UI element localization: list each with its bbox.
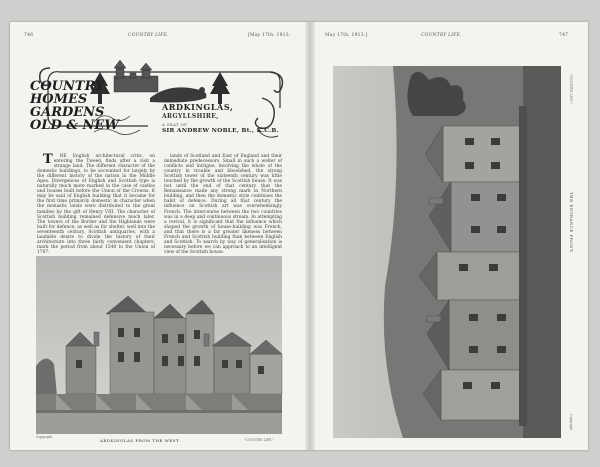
photo-source-right: "COUNTRY LIFE." bbox=[569, 74, 573, 104]
ardkinglas-west-photo bbox=[36, 256, 282, 434]
article-author: SIR ANDREW NOBLE, Bt., K.C.B. bbox=[162, 128, 279, 134]
column-1-text: HE English architectural critic, on entering the Tweed, finds after a visit a strange land. The different character of the domestic buildings, to be accounted for largely by the different history of the nation in the Middle Ages. Divergences of English and Scottish type is naturally much more marked in the case of castles and houses built before the Union of the Crowns. It may be said of English building that it became for the first time primarily domestic in character when the monastic lands were distributed to the great families by the gift of Henry VIII. The character of Scottish building remained defensive much later. The towers of the Border and the Highlands were built for defence, as well as for shelter, well into the seventeenth century. Scottish antiquaries, with a laudable desire to divide the history of their architecture into three fairly convenient chapters, mark the period from about 1540 to the Union of 1707. bbox=[37, 154, 155, 255]
article-location: ARGYLLSHIRE, bbox=[162, 113, 219, 120]
photo-credit-right: Copyright bbox=[569, 414, 573, 431]
magazine-spread bbox=[10, 22, 588, 450]
house-entrance-view-image bbox=[333, 66, 561, 438]
article-title: ARDKINGLAS, bbox=[162, 102, 234, 112]
article-column-2 bbox=[164, 154, 282, 255]
running-title-right: COUNTRY LIFE. bbox=[421, 33, 462, 38]
photo-credit-left: Copyright bbox=[36, 435, 53, 439]
page-number-left: 746 bbox=[24, 33, 34, 38]
article-byline-prefix: A SEAT OF bbox=[162, 122, 188, 127]
entrance-front-photo bbox=[333, 66, 561, 438]
issue-date-left: [May 17th, 1913. bbox=[248, 33, 291, 38]
masthead-old-new: OLD & NEW bbox=[30, 118, 119, 133]
column-2-text: lands of Scotland and East of England and their immediate predecessors. Small in such a welter of conflicts and intrigue, involving the whole of the country in trouble and bloodshed, the strong Scottish tower of the sixteenth century was little touched by the growth of the Scottish house. It was not until the end of that century that the Renaissance made any strong mark in Northern building, and then the domestic style continues the habit of defence. During all that century the influence on Scottish art was overwhelmingly French. The intercourse between the two countries was in a deep and continuous stream. In attempting a revival, it is significant that the influence which shaped the growth of house-building was French, and that there is a far greater likeness between French and Scottish building than between English and Scottish. To search by way of generalisation is necessary before we can approach to an intelligent view of the Scottish house. bbox=[164, 154, 282, 255]
article-title-block bbox=[162, 102, 288, 134]
masthead-homes: HOMES bbox=[30, 92, 88, 107]
photo-source-left: "COUNTRY LIFE." bbox=[244, 438, 274, 442]
issue-date-right: May 17th, 1913.] bbox=[325, 33, 368, 38]
drop-cap: T bbox=[43, 152, 53, 167]
masthead-gardens: GARDENS bbox=[30, 105, 105, 120]
masthead-country: COUNTRY bbox=[30, 79, 105, 94]
photo-caption-left: ARDKINGLAS FROM THE WEST. bbox=[100, 438, 181, 443]
article-column-1 bbox=[37, 152, 155, 255]
running-title-left: COUNTRY LIFE. bbox=[128, 33, 169, 38]
photo-caption-right: THE ENTRANCE FRONT. bbox=[569, 192, 574, 254]
country-homes-masthead bbox=[30, 46, 288, 150]
article-body bbox=[37, 152, 282, 255]
left-page bbox=[10, 22, 305, 450]
page-number-right: 747 bbox=[559, 33, 569, 38]
page-gutter bbox=[305, 22, 315, 450]
house-west-view-image bbox=[36, 256, 282, 434]
right-page bbox=[315, 22, 588, 450]
